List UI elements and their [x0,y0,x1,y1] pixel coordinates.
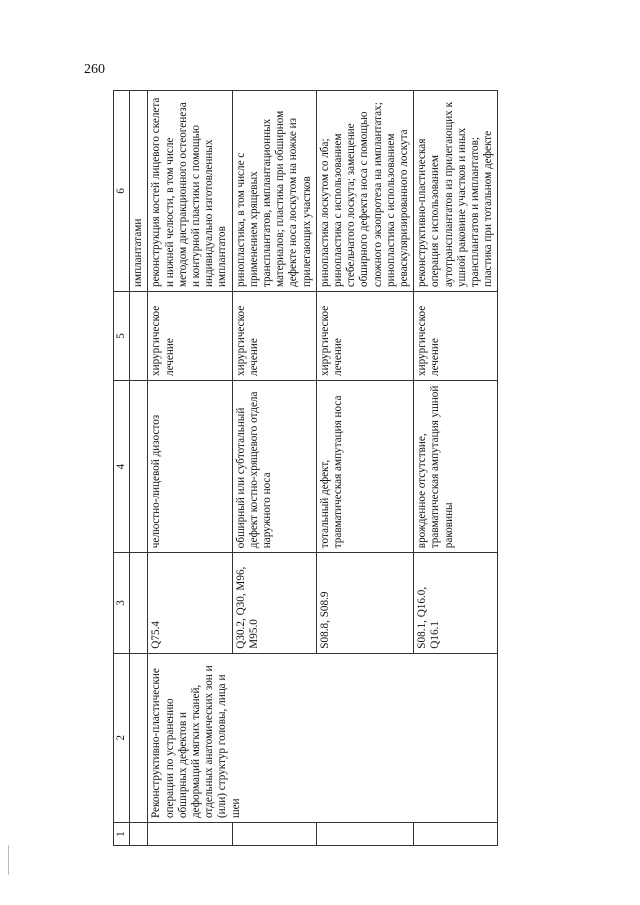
rotated-table-wrapper [113,90,583,846]
cell-number [316,823,413,846]
cell-treatment-type [130,292,148,381]
header-cell-4: 4 [114,380,130,552]
header-cell-6: 6 [114,91,130,292]
cell-diagnosis: врожденное отсутствие, травматическая ампутация ушной раковины [414,380,498,552]
cell-method: ринопластика, в том числе с применением хрящевых трансплантатов, имплантационных материалов; пластика при обширном дефекте носа лоскутом на ножке из прилегающих участков [232,91,316,292]
cell-icd-codes: Q75.4 [148,553,232,653]
cell-method: ринопластика лоскутом со лба; ринопластика с использованием стебельчатого лоскута; замещение обширного дефекта носа с помощью сложного экзопротеза на имплантатах; ринопластика с использованием реваскуляризированного лоскута [316,91,413,292]
cell-treatment-type: хирургическое лечение [148,292,232,381]
cell-number [148,823,232,846]
header-row [114,91,130,846]
table-row [130,91,148,846]
cell-number [414,823,498,846]
cell-number [130,823,148,846]
cell-procedure-group: Реконструктивно-пластические операции по устранению обширных дефектов и деформаций мягких тканей, отдельных анатомических зон и (или) структур головы, лица и шеи [148,653,498,822]
cell-treatment-type: хирургическое лечение [316,292,413,381]
cell-icd-codes: Q30.2, Q30, M96, M95.0 [232,553,316,653]
margin-mark [8,845,9,875]
header-cell-5: 5 [114,292,130,381]
header-cell-1: 1 [114,823,130,846]
cell-number [232,823,316,846]
cell-diagnosis [130,380,148,552]
cell-icd-codes: S08.8, S08.9 [316,553,413,653]
header-cell-3: 3 [114,553,130,653]
cell-method: реконструкция костей лицевого скелета и нижней челюсти, в том числе методом дистракционного остеогенеза и контурной пластики с помощью индивидуально изготовленных имплантатов [148,91,232,292]
cell-method: реконструктивно-пластическая операция с использованием аутотрансплантатов из прилегающих к ушной раковине участков и иных трансплантатов и имплантатов; пластика при тотальном дефекте [414,91,498,292]
cell-treatment-type: хирургическое лечение [414,292,498,381]
cell-method: имплантатами [130,91,148,292]
cell-icd-codes: S08.1, Q16.0, Q16.1 [414,553,498,653]
cell-icd-codes [130,553,148,653]
page-number: 260 [84,62,105,77]
procedures-table [113,90,498,846]
cell-procedure-group [130,653,148,822]
table-row [148,91,232,846]
header-cell-2: 2 [114,653,130,822]
cell-treatment-type: хирургическое лечение [232,292,316,381]
cell-diagnosis: тотальный дефект, травматическая ампутация носа [316,380,413,552]
cell-diagnosis: обширный или субтотальный дефект костно-хрящевого отдела наружного носа [232,380,316,552]
cell-diagnosis: челюстно-лицевой дизостоз [148,380,232,552]
